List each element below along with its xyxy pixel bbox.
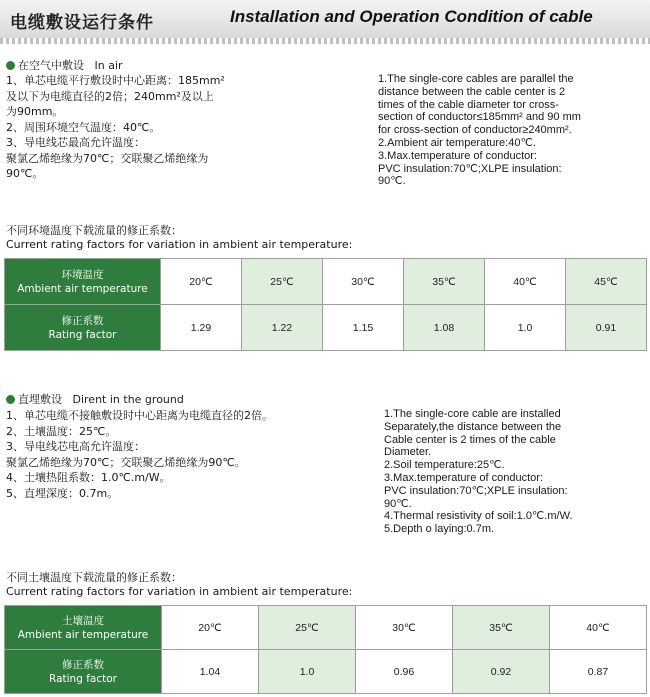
table-row	[5, 650, 647, 694]
factor-cell: 0.96	[356, 650, 453, 694]
text-line: 2.Ambient air temperature:40℃.	[378, 136, 536, 149]
caption-cn: 不同土壤温度下载流量的修正系数：	[6, 571, 182, 584]
air-conditions-en	[378, 73, 581, 188]
row-label-factor: 修正系数 Rating factor	[5, 650, 162, 694]
heading-cn: 在空气中敷设	[18, 59, 84, 72]
row-label-temperature: 环境温度 Ambient air temperature	[5, 259, 161, 305]
text-line: 3.Max.temperature of conductor:	[384, 471, 543, 484]
ground-conditions-cn	[6, 408, 273, 501]
temp-cell: 20℃	[162, 606, 259, 650]
factor-cell: 1.04	[162, 650, 259, 694]
text-line: Separately,the distance between the	[384, 420, 562, 433]
text-line: 4、土壤热阻系数：1.0℃.m/W。	[6, 471, 171, 484]
page-title-en: Installation and Operation Condition of cable	[230, 7, 593, 26]
air-conditions-cn	[6, 73, 225, 182]
row-label-temperature: 土壤温度 Ambient air temperature	[5, 606, 162, 650]
text-line: 1.The single-core cables are parallel the	[378, 73, 574, 85]
factor-cell: 1.08	[404, 305, 485, 351]
ground-conditions-en	[384, 408, 572, 536]
text-line: PVC insulation:70℃;XPLE insulation:	[384, 484, 568, 497]
text-line: 4.Thermal resistivity of soil:1.0℃.m/W.	[384, 510, 573, 523]
factor-cell: 1.22	[242, 305, 323, 351]
text-line: 2、周围环境空气温度：40℃。	[6, 120, 161, 134]
factor-cell: 0.91	[566, 305, 647, 351]
caption-en: Current rating factors for variation in ambient air temperature:	[6, 585, 353, 598]
text-line: for cross-section of conductor≥240mm².	[378, 124, 572, 137]
text-line: 90℃.	[378, 175, 406, 188]
temp-cell: 40℃	[485, 259, 566, 305]
heading-en: Dirent in the ground	[72, 393, 184, 406]
row-label-factor: 修正系数 Rating factor	[5, 305, 161, 351]
text-line: 2.Soil temperature:25℃.	[384, 459, 505, 472]
text-line: 5、直埋深度：0.7m。	[6, 486, 119, 500]
text-line: 聚氯乙烯绝缘为70℃；交联聚乙烯绝缘为90℃。	[6, 455, 246, 469]
section-heading-air	[6, 57, 123, 73]
temp-cell: 40℃	[550, 606, 647, 650]
factor-cell: 1.29	[161, 305, 242, 351]
text-line: 5.Depth o laying:0.7m.	[384, 523, 495, 536]
factor-cell: 1.0	[485, 305, 566, 351]
text-line: 聚氯乙烯绝缘为70℃；交联聚乙烯绝缘为	[6, 151, 209, 165]
caption-cn: 不同环境温度下载流量的修正系数：	[6, 224, 182, 237]
heading-en: In air	[94, 59, 123, 72]
text-line: section of conductor≤185mm² and 90 mm	[378, 111, 581, 124]
text-line: 及以下为电缆直径的2倍；240mm²及以上	[6, 89, 214, 103]
bullet-icon	[6, 395, 15, 404]
caption-en: Current rating factors for variation in ambient air temperature:	[6, 238, 353, 251]
air-rating-table	[4, 258, 647, 351]
factor-cell: 0.92	[453, 650, 550, 694]
ground-rating-table	[4, 605, 647, 694]
factor-cell: 0.87	[550, 650, 647, 694]
page-title-cn: 电缆敷设运行条件	[10, 13, 154, 33]
temp-cell: 30℃	[323, 259, 404, 305]
text-line: Diameter.	[384, 446, 432, 459]
bullet-icon	[6, 61, 15, 70]
text-line: distance between the cable center is 2	[378, 85, 566, 98]
temp-cell: 45℃	[566, 259, 647, 305]
header-banner	[0, 0, 650, 39]
text-line: 2、土壤温度：25℃。	[6, 424, 117, 438]
table-row	[5, 606, 647, 650]
text-line: 90℃。	[6, 167, 44, 180]
text-line: 1.The single-core cable are installed	[384, 408, 561, 420]
text-line: 1、单芯电缆不接触敷设时中心距离为电缆直径的2倍。	[6, 409, 273, 422]
text-line: 1、单芯电缆平行敷设时中心距离：185mm²	[6, 74, 225, 87]
text-line: 3.Max.temperature of conductor:	[378, 149, 537, 162]
text-line: 为90mm。	[6, 105, 64, 118]
header-divider	[0, 38, 650, 44]
text-line: 3、导电线芯最高允许温度：	[6, 136, 145, 149]
text-line: PVC insulation:70℃;XLPE insulation:	[378, 162, 562, 175]
temp-cell: 30℃	[356, 606, 453, 650]
factor-cell: 1.0	[259, 650, 356, 694]
temp-cell: 25℃	[242, 259, 323, 305]
factor-cell: 1.15	[323, 305, 404, 351]
air-table-caption	[6, 224, 352, 252]
section-heading-ground	[6, 391, 184, 407]
text-line: times of the cable diameter tor cross-	[378, 98, 559, 111]
temp-cell: 35℃	[404, 259, 485, 305]
text-line: 3、导电线芯电高允许温度：	[6, 440, 145, 453]
ground-table-caption	[6, 571, 352, 599]
text-line: 90℃.	[384, 497, 412, 510]
table-row	[5, 305, 647, 351]
temp-cell: 35℃	[453, 606, 550, 650]
text-line: Cable center is 2 times of the cable	[384, 433, 556, 446]
heading-cn: 直埋敷设	[18, 393, 62, 406]
temp-cell: 20℃	[161, 259, 242, 305]
table-row	[5, 259, 647, 305]
temp-cell: 25℃	[259, 606, 356, 650]
